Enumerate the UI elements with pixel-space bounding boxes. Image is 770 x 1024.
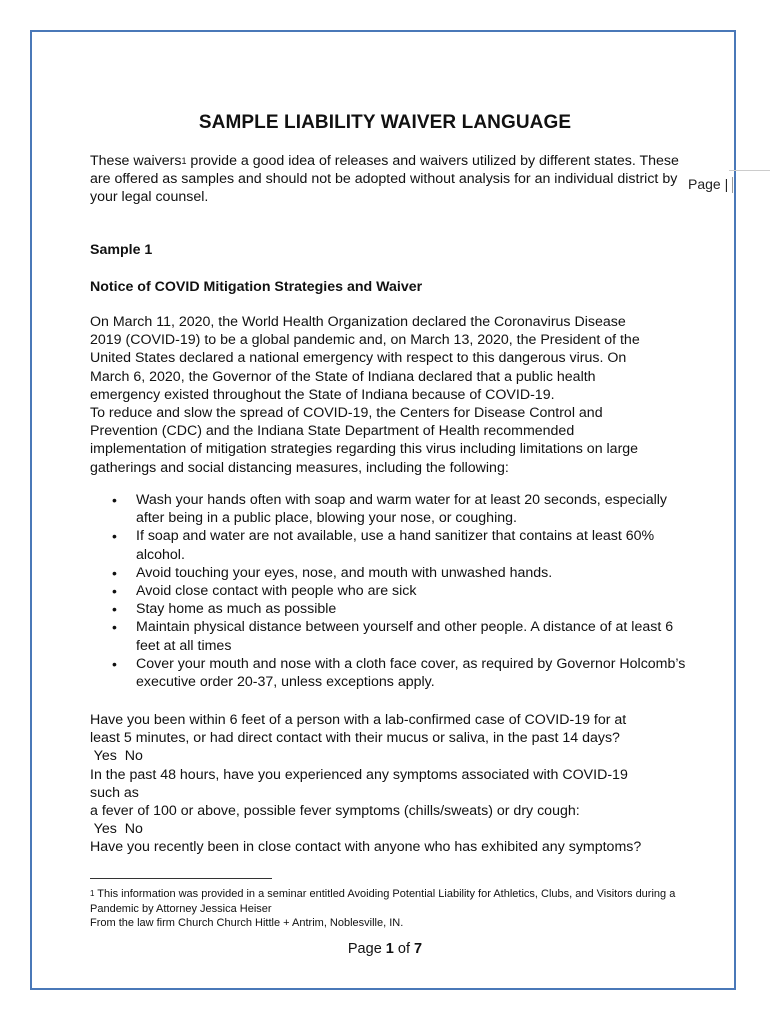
footnote-line bbox=[90, 887, 690, 916]
mitigation-bullet-list bbox=[90, 491, 690, 691]
yes-no-options[interactable]: Yes No bbox=[90, 821, 143, 838]
page-number bbox=[0, 941, 770, 957]
bullet-item: • Avoid close contact with people who are sick bbox=[90, 582, 690, 600]
screening-questions bbox=[90, 711, 690, 857]
pager-total: 7 bbox=[414, 941, 423, 957]
yes-no-options[interactable]: Yes No bbox=[90, 748, 143, 765]
pager-prefix: Page bbox=[347, 941, 386, 957]
footnote-number: 1 bbox=[90, 889, 95, 898]
bullet-item: • Cover your mouth and nose with a cloth face cover, as required by Governor Holcomb’s executive order 20-37, unless exceptions apply. bbox=[90, 655, 690, 691]
pager-current: 1 bbox=[385, 941, 394, 957]
para1-line: 2019 (COVID-19) to be a global pandemic and, on March 13, 2020, the President of the bbox=[90, 332, 640, 349]
question-line: such as bbox=[90, 784, 139, 801]
covid-declaration-paragraph bbox=[90, 313, 690, 477]
bullet-item: • Stay home as much as possible bbox=[90, 600, 690, 618]
side-page-label bbox=[688, 176, 733, 193]
bullet-item: • Wash your hands often with soap and warm water for at least 20 seconds, especially after being in a public place, blowing your nose, or coughing. bbox=[90, 491, 690, 527]
footnote-source: From the law firm Church Church Hittle + Antrim, Noblesville, IN. bbox=[90, 917, 404, 929]
bullet-item: • Maintain physical distance between yourself and other people. A distance of at least 6 feet at all times bbox=[90, 618, 690, 654]
question-line: a fever of 100 or above, possible fever symptoms (chills/sweats) or dry cough: bbox=[90, 803, 580, 820]
para1-line: United States declared a national emergency with respect to this dangerous virus. On bbox=[90, 350, 627, 367]
para1-line: On March 11, 2020, the World Health Organization declared the Coronavirus Disease bbox=[90, 314, 626, 330]
footnote bbox=[90, 887, 690, 931]
para1-line: Prevention (CDC) and the Indiana State Department of Health recommended bbox=[90, 423, 575, 440]
intro-paragraph bbox=[90, 152, 680, 207]
footnote-text: This information was provided in a seminar entitled Avoiding Potential Liability for Athletics, Clubs, and Visitors during a Pandemic by Attorney Jessica Heiser bbox=[90, 888, 676, 915]
question-line: Have you been within 6 feet of a person with a lab-confirmed case of COVID-19 for at bbox=[90, 712, 627, 728]
question-line: Have you recently been in close contact with anyone who has exhibited any symptoms? bbox=[90, 839, 642, 856]
cursor-bar bbox=[732, 177, 733, 193]
para1-line: emergency existed throughout the State of Indiana because of COVID-19. bbox=[90, 386, 555, 403]
para1-line: March 6, 2020, the Governor of the State of Indiana declared that a public health bbox=[90, 368, 596, 385]
intro-rest: provide a good idea of releases and waivers utilized by different states. These are offered as samples and should not be adopted without analysis for an individual district by your legal counsel. bbox=[90, 153, 679, 206]
document-title: SAMPLE LIABILITY WAIVER LANGUAGE bbox=[198, 112, 572, 133]
para1-line: To reduce and slow the spread of COVID-19, the Centers for Disease Control and bbox=[90, 405, 603, 422]
notice-heading: Notice of COVID Mitigation Strategies and Waiver bbox=[90, 279, 423, 295]
para1-line: implementation of mitigation strategies regarding this virus including limitations on large bbox=[90, 441, 639, 458]
footnote-reference[interactable]: 1 bbox=[181, 156, 187, 166]
footnote-separator bbox=[90, 878, 272, 879]
sample-heading: Sample 1 bbox=[90, 242, 153, 258]
side-page-text: Page | bbox=[688, 176, 729, 192]
question-line: In the past 48 hours, have you experienced any symptoms associated with COVID-19 bbox=[90, 766, 628, 783]
header-rule bbox=[729, 170, 770, 171]
bullet-item: • If soap and water are not available, use a hand sanitizer that contains at least 60% alcohol. bbox=[90, 527, 690, 563]
para1-line: gatherings and social distancing measures, including the following: bbox=[90, 459, 509, 476]
bullet-item: • Avoid touching your eyes, nose, and mouth with unwashed hands. bbox=[90, 564, 690, 582]
question-line: least 5 minutes, or had direct contact with their mucus or saliva, in the past 14 days? bbox=[90, 730, 620, 747]
intro-start: These waivers bbox=[90, 153, 182, 169]
pager-middle: of bbox=[393, 941, 415, 957]
